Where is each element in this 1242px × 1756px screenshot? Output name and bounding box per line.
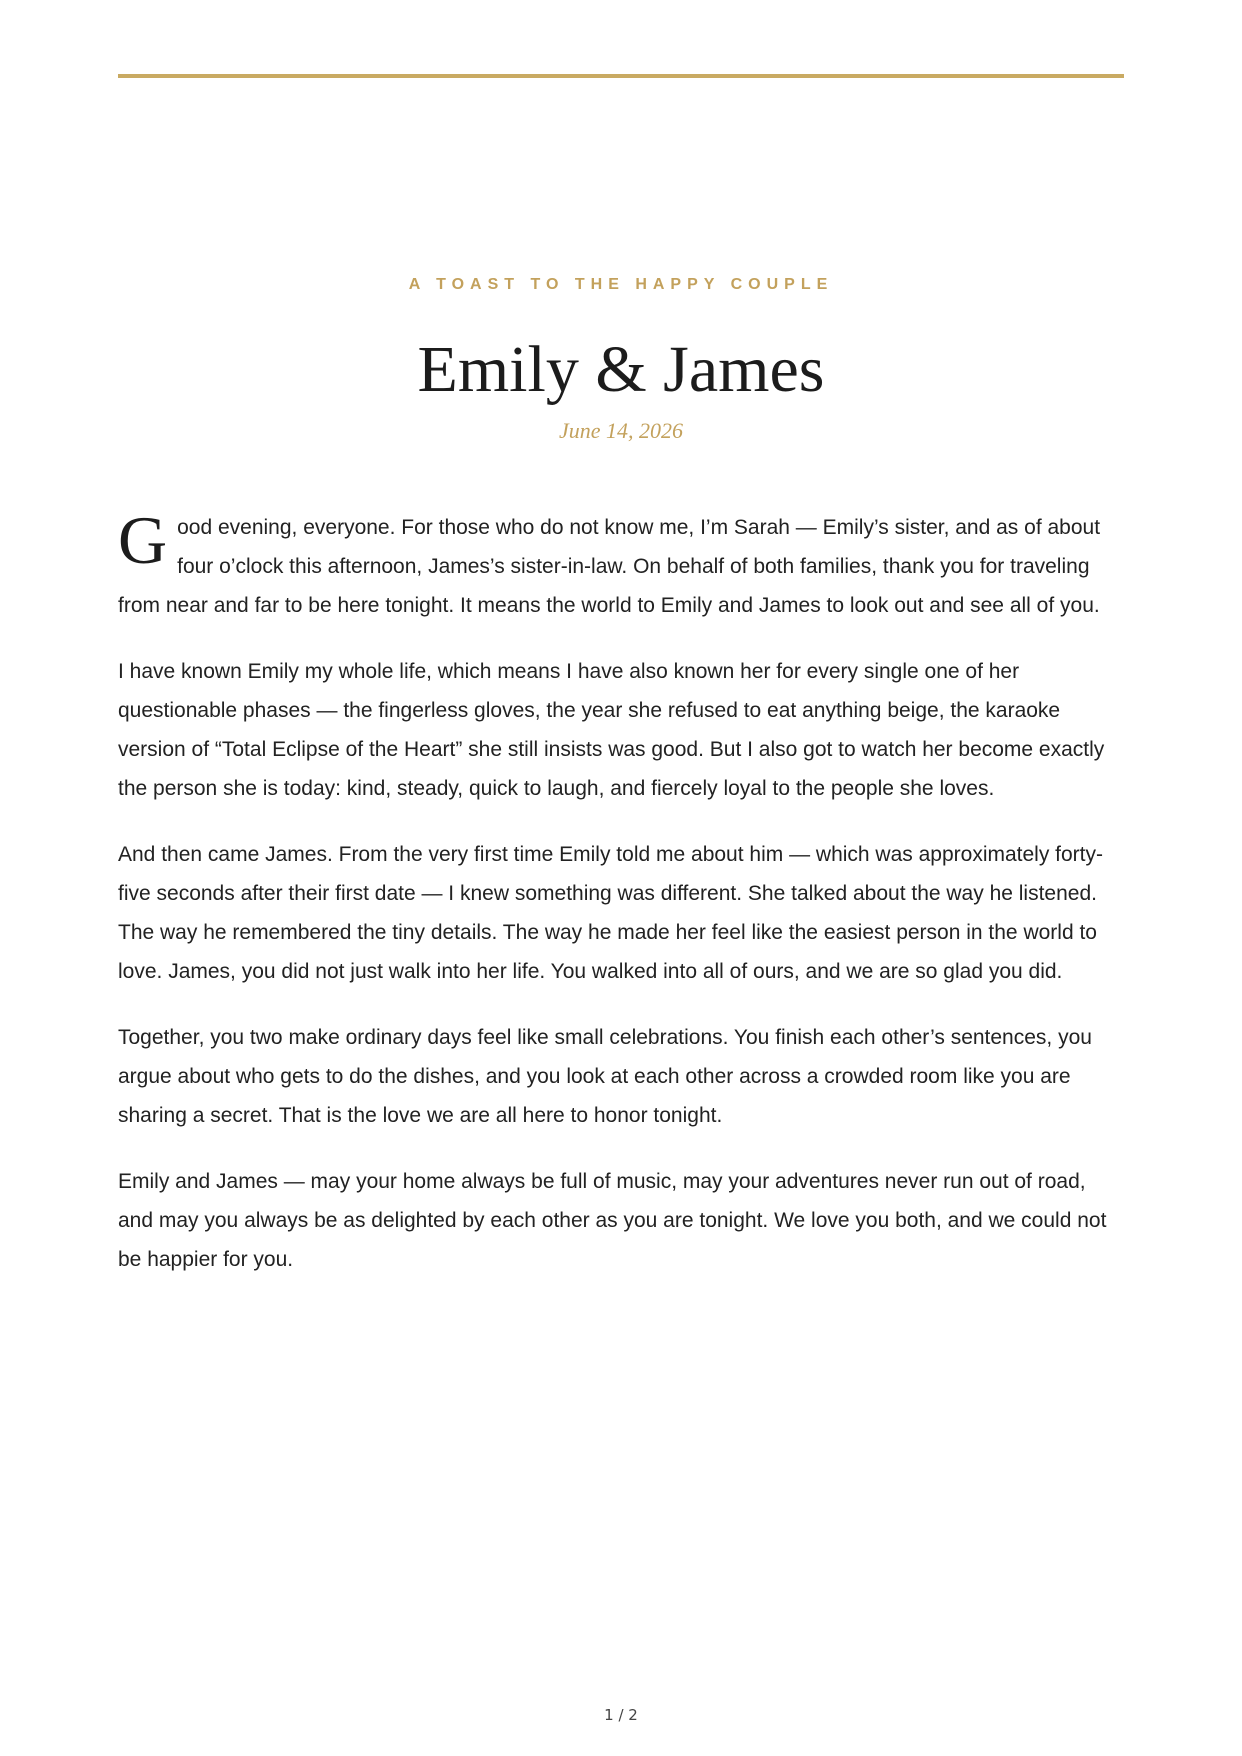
eyebrow-heading: A TOAST TO THE HAPPY COUPLE [408, 276, 834, 293]
drop-cap: G [118, 502, 168, 578]
toast-body [118, 502, 1124, 1306]
event-date: June 14, 2026 [558, 418, 684, 443]
paragraph-1 [118, 502, 1124, 625]
paragraph-5: Emily and James — may your home always be full of music, may your adventures never run out of road, and may you always be as delighted by each other as you are tonight. We love you both, and we could not be happier for you. [118, 1170, 1107, 1271]
page-title: Emily & James [417, 333, 825, 406]
page-number: 1 / 2 [604, 1706, 638, 1724]
paragraph-3: And then came James. From the very first time Emily told me about him — which was approximately forty-five seconds after their first date — I knew something was different. She talked about the way he listened. The way he remembered the tiny details. The way he made her feel like the easiest person in the world to love. James, you did not just walk into her life. You walked into all of ours, and we are so glad you did. [118, 843, 1104, 983]
paragraph-1-text: ood evening, everyone. For those who do not know me, I’m Sarah — Emily’s sister, and as of about four o’clock this afternoon, James’s sister-in-law. On behalf of both families, thank you for traveling from near and far to be here tonight. It means the world to Emily and James to look out and see all of you. [118, 516, 1101, 617]
top-rule [118, 74, 1124, 78]
paragraph-4: Together, you two make ordinary days feel like small celebrations. You finish each other’s sentences, you argue about who gets to do the dishes, and you look at each other across a crowded room like you are sharing a secret. That is the love we are all here to honor tonight. [118, 1026, 1092, 1127]
paragraph-2: I have known Emily my whole life, which means I have also known her for every single one of her questionable phases — the fingerless gloves, the year she refused to eat anything beige, the karaoke version of “Total Eclipse of the Heart” she still insists was good. But I also got to watch her become exactly the person she is today: kind, steady, quick to laugh, and fiercely loyal to the people she loves. [118, 660, 1105, 800]
